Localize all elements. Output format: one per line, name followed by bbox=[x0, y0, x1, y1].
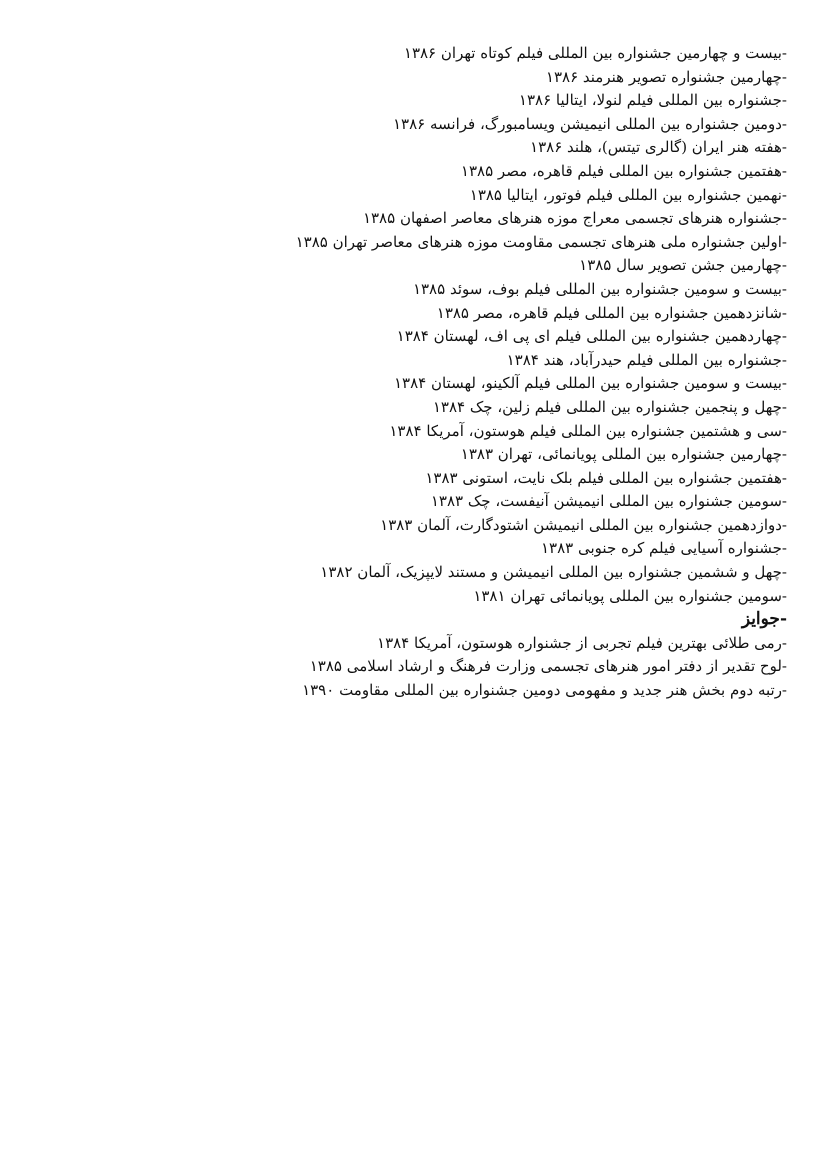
award-item: -رمی طلائی بهترین فیلم تجربی از جشنواره هوستون، آمریکا ۱۳۸۴ bbox=[377, 633, 787, 652]
festival-item: -چهل و پنجمین جشنواره بین المللی فیلم زلین، چک ۱۳۸۴ bbox=[432, 397, 787, 416]
festival-item: -جشنواره آسیایی فیلم کره جنوبی ۱۳۸۳ bbox=[541, 539, 787, 558]
festival-item: -چهل و ششمین جشنواره بین المللی انیمیشن و مستند لایپزیک، آلمان ۱۳۸۲ bbox=[320, 563, 787, 582]
festival-item: -جشنواره هنرهای تجسمی معراج موزه هنرهای معاصر اصفهان ۱۳۸۵ bbox=[362, 209, 787, 228]
festival-item: -نهمین جشنواره بین المللی فیلم فوتور، ایتالیا ۱۳۸۵ bbox=[469, 185, 787, 204]
festival-item: -سی و هشتمین جشنواره بین المللی فیلم هوستون، آمریکا ۱۳۸۴ bbox=[389, 421, 787, 440]
festival-item: -بیست و سومین جشنواره بین المللی فیلم آلکینو، لهستان ۱۳۸۴ bbox=[393, 374, 787, 393]
festival-item: -دوازدهمین جشنواره بین المللی انیمیشن اشتودگارت، آلمان ۱۳۸۳ bbox=[380, 515, 787, 534]
festival-item: -بیست و چهارمین جشنواره بین المللی فیلم کوتاه تهران ۱۳۸۶ bbox=[403, 44, 787, 62]
festival-item: -چهارمین جشنواره بین المللی پویانمائی، تهران ۱۳۸۳ bbox=[460, 445, 787, 464]
festival-item: -چهارمین جشنواره تصویر هنرمند ۱۳۸۶ bbox=[545, 67, 787, 86]
festival-list bbox=[187, 42, 787, 608]
festival-item: -هفتمین جشنواره بین المللی فیلم قاهره، مصر ۱۳۸۵ bbox=[460, 161, 787, 180]
festival-item: -شانزدهمین جشنواره بین المللی فیلم قاهره، مصر ۱۳۸۵ bbox=[436, 303, 787, 322]
festival-item: -سومین جشنواره بین المللی پویانمائی تهران ۱۳۸۱ bbox=[473, 586, 787, 605]
document-page bbox=[187, 42, 787, 703]
award-item: -لوح تقدیر از دفتر امور هنرهای تجسمی وزارت فرهنگ و ارشاد اسلامی ۱۳۸۵ bbox=[309, 657, 787, 676]
festival-item: -اولین جشنواره ملی هنرهای تجسمی مقاومت موزه هنرهای معاصر تهران ۱۳۸۵ bbox=[295, 232, 787, 251]
festival-item: -جشنواره بین المللی فیلم حیدرآباد، هند ۱۳۸۴ bbox=[506, 350, 787, 369]
festival-item: -سومین جشنواره بین المللی انیمیشن آنیفست، چک ۱۳۸۳ bbox=[430, 492, 787, 511]
awards-list bbox=[187, 632, 787, 703]
festival-item: -بیست و سومین جشنواره بین المللی فیلم بوف، سوئد ۱۳۸۵ bbox=[412, 279, 787, 298]
festival-item: -چهاردهمین جشنواره بین المللی فیلم ای پی اف، لهستان ۱۳۸۴ bbox=[396, 327, 787, 346]
festival-item: -چهارمین جشن تصویر سال ۱۳۸۵ bbox=[579, 256, 787, 275]
festival-item: -هفته هنر ایران (گالری تیتس)، هلند ۱۳۸۶ bbox=[530, 138, 787, 157]
festival-item: -جشنواره بین المللی فیلم لنولا، ایتالیا ۱۳۸۶ bbox=[518, 91, 787, 110]
festival-item: -دومین جشنواره بین المللی انیمیشن ویسامبورگ، فرانسه ۱۳۸۶ bbox=[392, 114, 787, 133]
festival-item: -هفتمین جشنواره بین المللی فیلم بلک نایت، استونی ۱۳۸۳ bbox=[425, 468, 787, 487]
awards-heading: -جوایز bbox=[741, 609, 787, 630]
award-item: -رتبه دوم بخش هنر جدید و مفهومی دومین جشنواره بین المللی مقاومت ۱۳۹۰ bbox=[302, 681, 787, 700]
